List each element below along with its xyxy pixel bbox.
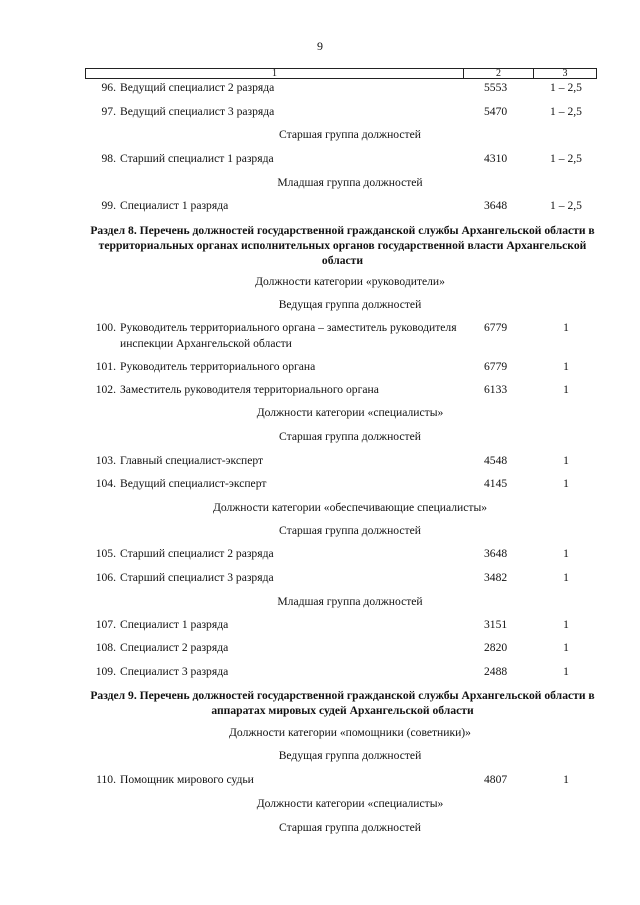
table-header-row [85,68,597,79]
coefficient-value: 1 [563,773,569,786]
table-row [0,105,640,119]
position-name: Специалист 3 разряда [120,665,229,678]
row-number: 96. [101,81,116,94]
position-name: Специалист 2 разряда [120,641,229,654]
row-number: 97. [101,105,116,118]
column-header-1: 1 [86,69,464,78]
coefficient-value: 1 [563,547,569,560]
table-row [0,320,640,352]
salary-value: 3482 [484,571,508,584]
group-heading: Старшая группа должностей [279,524,421,537]
row-number: 105. [95,547,116,560]
position-name: Руководитель территориального органа [120,360,316,373]
coefficient-value: 1 [563,477,569,490]
coefficient-value: 1 [563,321,569,334]
group-heading: Старшая группа должностей [279,430,421,443]
salary-value: 2488 [484,665,508,678]
group-heading: Старшая группа должностей [279,821,421,834]
page-number: 9 [317,39,323,53]
group-heading: Младшая группа должностей [277,176,423,189]
row-number: 103. [95,454,116,467]
position-name: Помощник мирового судьи [120,773,254,786]
salary-value: 6133 [484,383,508,396]
salary-value: 4310 [484,152,508,165]
position-name: Старший специалист 3 разряда [120,571,274,584]
row-number: 110. [96,773,116,786]
coefficient-value: 1 [563,665,569,678]
salary-value: 3648 [484,199,508,212]
table-row [0,773,640,787]
position-name: Старший специалист 1 разряда [120,152,274,165]
row-number: 100. [95,321,116,334]
coefficient-value: 1 [563,618,569,631]
coefficient-value: 1 – 2,5 [550,152,582,165]
group-heading: Ведущая группа должностей [278,298,422,311]
salary-value: 5470 [484,105,508,118]
category-heading: Должности категории «специалисты» [256,406,444,419]
table-row [0,360,640,374]
coefficient-value: 1 [563,360,569,373]
row-number: 99. [101,199,116,212]
salary-value: 2820 [484,641,508,654]
row-number: 107. [95,618,116,631]
category-heading: Должности категории «помощники (советники)» [229,726,471,739]
position-name: Ведущий специалист 3 разряда [120,105,275,118]
table-row [0,477,640,491]
position-name: Руководитель территориального органа – заместитель руководителя инспекции Архангельской области [120,321,457,350]
group-heading: Старшая группа должностей [279,128,421,141]
position-name: Ведущий специалист 2 разряда [120,81,275,94]
table-row [0,152,640,166]
row-number: 109. [95,665,116,678]
table-row [0,81,640,95]
position-name: Специалист 1 разряда [120,199,229,212]
table-row [0,665,640,679]
salary-value: 5553 [484,81,508,94]
column-header-3: 3 [562,68,568,79]
table-row [0,454,640,468]
table-row [0,199,640,213]
coefficient-value: 1 – 2,5 [550,81,582,94]
table-row [0,383,640,397]
salary-value: 6779 [484,321,508,334]
coefficient-value: 1 [563,641,569,654]
coefficient-value: 1 – 2,5 [550,105,582,118]
row-number: 98. [101,152,116,165]
section-heading-8: Раздел 8. Перечень должностей государственной гражданской службы Архангельской области в территориальных органах исполнительных органов государственной власти Архангельской области [90,224,595,267]
table-row [0,547,640,561]
position-name: Заместитель руководителя территориального органа [120,383,379,396]
column-header-2: 2 [464,69,534,78]
row-number: 108. [95,641,116,654]
position-name: Главный специалист-эксперт [120,454,264,467]
salary-value: 4548 [484,454,508,467]
category-heading: Должности категории «руководители» [255,275,445,288]
coefficient-value: 1 [563,383,569,396]
coefficient-value: 1 [563,454,569,467]
salary-value: 6779 [484,360,508,373]
section-heading-9: Раздел 9. Перечень должностей государственной гражданской службы Архангельской области в аппаратах мировых судей Архангельской области [90,689,595,717]
position-name: Специалист 1 разряда [120,618,229,631]
position-name: Ведущий специалист-эксперт [120,477,267,490]
salary-value: 3648 [484,547,508,560]
salary-value: 4807 [484,773,508,786]
row-number: 104. [95,477,116,490]
coefficient-value: 1 – 2,5 [550,199,582,212]
row-number: 106. [95,571,116,584]
group-heading: Ведущая группа должностей [278,749,422,762]
row-number: 101. [95,360,116,373]
group-heading: Младшая группа должностей [277,595,423,608]
category-heading: Должности категории «обеспечивающие специалисты» [212,501,488,514]
table-row [0,618,640,632]
table-row [0,571,640,585]
coefficient-value: 1 [563,571,569,584]
salary-value: 3151 [484,618,508,631]
salary-value: 4145 [484,477,508,490]
category-heading: Должности категории «специалисты» [256,797,444,810]
table-row [0,641,640,655]
row-number: 102. [95,383,116,396]
position-name: Старший специалист 2 разряда [120,547,274,560]
